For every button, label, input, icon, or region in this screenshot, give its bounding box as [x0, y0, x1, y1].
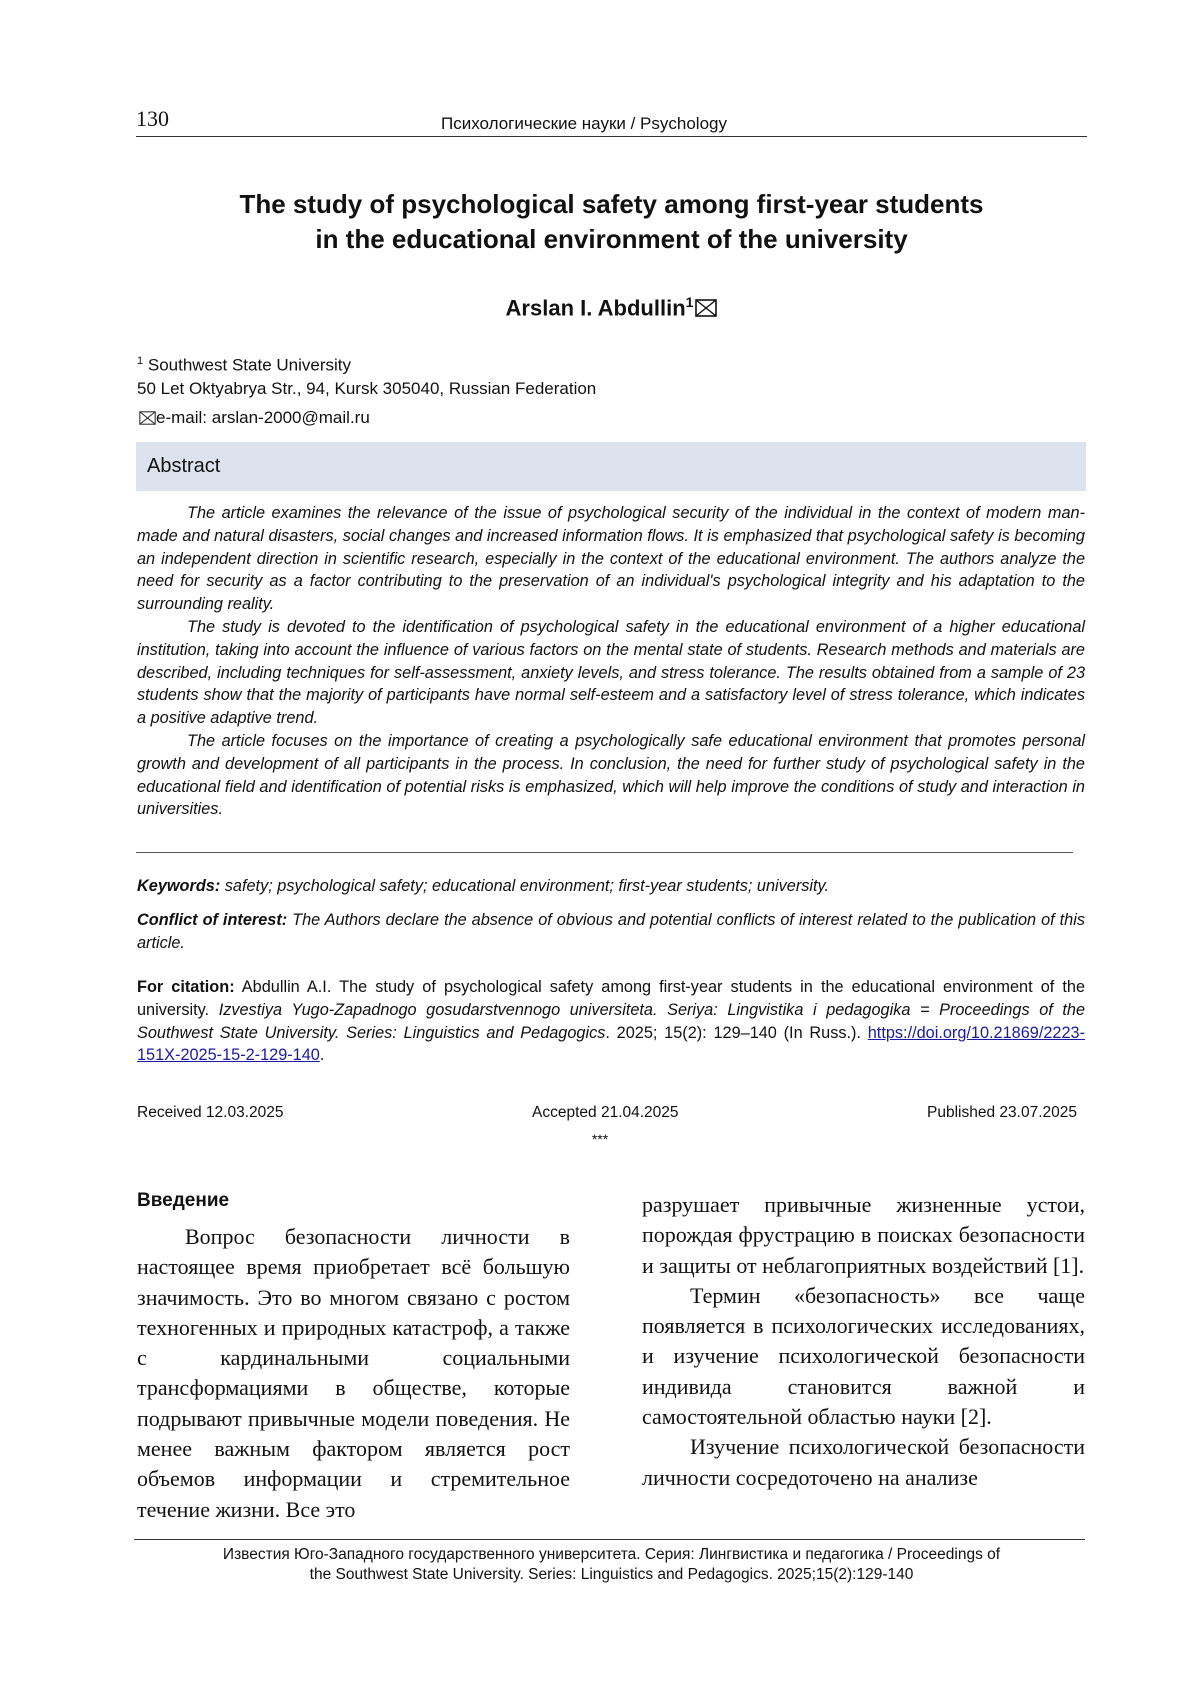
author-line: [136, 294, 1087, 323]
citation: [137, 976, 1085, 1067]
doi-link[interactable]: https://doi.org/10.21869/2223-151X-2025-15-2-129-140: [137, 1023, 1085, 1065]
citation-details: . 2025; 15(2): 129–140 (In Russ.).: [605, 1023, 861, 1042]
body-paragraph: разрушает привычные жизненные устои, порождая фрустрацию в поисках безопасности и защиты от неблагоприятных воздействий [1].: [642, 1192, 1085, 1278]
keywords: [137, 875, 1085, 898]
footer-line-2: the Southwest State University. Series: Linguistics and Pedagogics. 2025;15(2):129-140: [309, 1566, 914, 1583]
received-date: Received 12.03.2025: [137, 1104, 284, 1121]
citation-label: For citation:: [137, 978, 235, 996]
dates-row: [137, 1104, 1077, 1122]
accepted-date: Accepted 21.04.2025: [532, 1104, 679, 1121]
affiliation-address: 50 Let Oktyabrya Str., 94, Kursk 305040, Russian Federation: [137, 378, 597, 398]
citation-text: Abdullin A.I. The study of psychological safety among first-year students in the educational environment of the university.: [137, 978, 1085, 1019]
body-paragraph: Изучение психологической безопасности личности сосредоточено на анализе: [642, 1434, 1085, 1490]
article-title-line-1: The study of psychological safety among first-year students: [239, 189, 984, 219]
footer: [136, 1545, 1087, 1585]
envelope-icon: [695, 297, 717, 323]
footer-rule: [134, 1539, 1085, 1540]
citation-journal: Izvestiya Yugo-Zapadnogo gosudarstvennogo universiteta. Seriya: Lingvistika i pedagogika = Proceedings of the Southwest State University. Series: Linguistics and Pedagogics: [137, 1000, 1085, 1042]
article-title-line-2: in the educational environment of the university: [315, 224, 908, 254]
author-name: Arslan I. Abdullin: [505, 295, 686, 321]
conflict-text: The Authors declare the absence of obvious and potential conflicts of interest related to the publication of this article.: [137, 911, 1085, 952]
header-rule: [136, 136, 1087, 137]
body-paragraph: Вопрос безопасности личности в настоящее время приобретает всё большую значимость. Это во многом связано с ростом техногенных и природных катастроф, а также с кардинальными социальными трансформациями в обществе, которые подрывают привычные модели поведения. Не менее важным фактором является рост объемов информации и стремительное течение жизни. Все это: [137, 1224, 570, 1522]
citation-trailing: .: [319, 1046, 325, 1065]
running-head: Психологические науки / Psychology: [441, 114, 727, 133]
conflict-of-interest: [137, 909, 1085, 955]
conflict-label: Conflict of interest:: [137, 911, 288, 929]
footer-line-1: Известия Юго-Западного государственного университета. Серия: Лингвистика и педагогика / Proceedings of: [222, 1546, 1001, 1563]
body-column-right: [642, 1190, 1085, 1493]
author-affiliation-marker: 1: [685, 294, 694, 310]
body-column-left: [137, 1222, 570, 1525]
envelope-icon: [139, 410, 156, 430]
keywords-text: safety; psychological safety; educational environment; first-year students; university.: [220, 877, 829, 895]
email-address[interactable]: arslan-2000@mail.ru: [211, 408, 370, 427]
section-separator: ***: [591, 1131, 609, 1147]
abstract-paragraph: The study is devoted to the identification of psychological safety in the educational environment of a higher educational institution, taking into account the influence of various factors on the mental state of students. Research methods and materials are described, including techniques for self-assessment, anxiety levels, and stress tolerance. The results obtained from a sample of 23 students show that the majority of participants have normal self-esteem and a satisfactory level of stress tolerance, which indicates a positive adaptive trend.: [137, 617, 1085, 728]
intro-heading: Введение: [137, 1190, 230, 1211]
abstract-band: [136, 442, 1086, 491]
affiliation-marker: 1: [137, 355, 144, 367]
published-date: Published 23.07.2025: [927, 1104, 1077, 1121]
abstract-paragraph: The article examines the relevance of the issue of psychological security of the individual in the context of modern man-made and natural disasters, social changes and increased information flows. It is emphasized that psychological safety is becoming an independent direction in scientific research, especially in the context of the educational environment. The authors analyze the need for security as a factor contributing to the preservation of an individual's psychological integrity and his adaptation to the surrounding reality.: [137, 504, 1085, 614]
abstract-body: [137, 502, 1085, 821]
abstract-divider: [136, 852, 1073, 853]
keywords-label: Keywords:: [137, 877, 221, 895]
email-label: e-mail:: [156, 408, 212, 427]
affiliation: [137, 350, 596, 400]
affiliation-name: Southwest State University: [147, 355, 352, 375]
page-number: 130: [136, 106, 169, 131]
abstract-paragraph: The article focuses on the importance of creating a psychologically safe educational environment that promotes personal growth and development of all participants in the process. In conclusion, the need for further study of psychological safety in the educational field and identification of potential risks is emphasized, which will help improve the conditions of study and interaction in universities.: [137, 731, 1085, 819]
article-title: [136, 187, 1087, 257]
body-paragraph: Термин «безопасность» все чаще появляется в психологических исследованиях, и изучение психологической безопасности индивида становится важной и самостоятельной областью науки [2].: [642, 1282, 1085, 1430]
abstract-heading: Abstract: [147, 455, 221, 477]
email-line: [137, 408, 370, 430]
